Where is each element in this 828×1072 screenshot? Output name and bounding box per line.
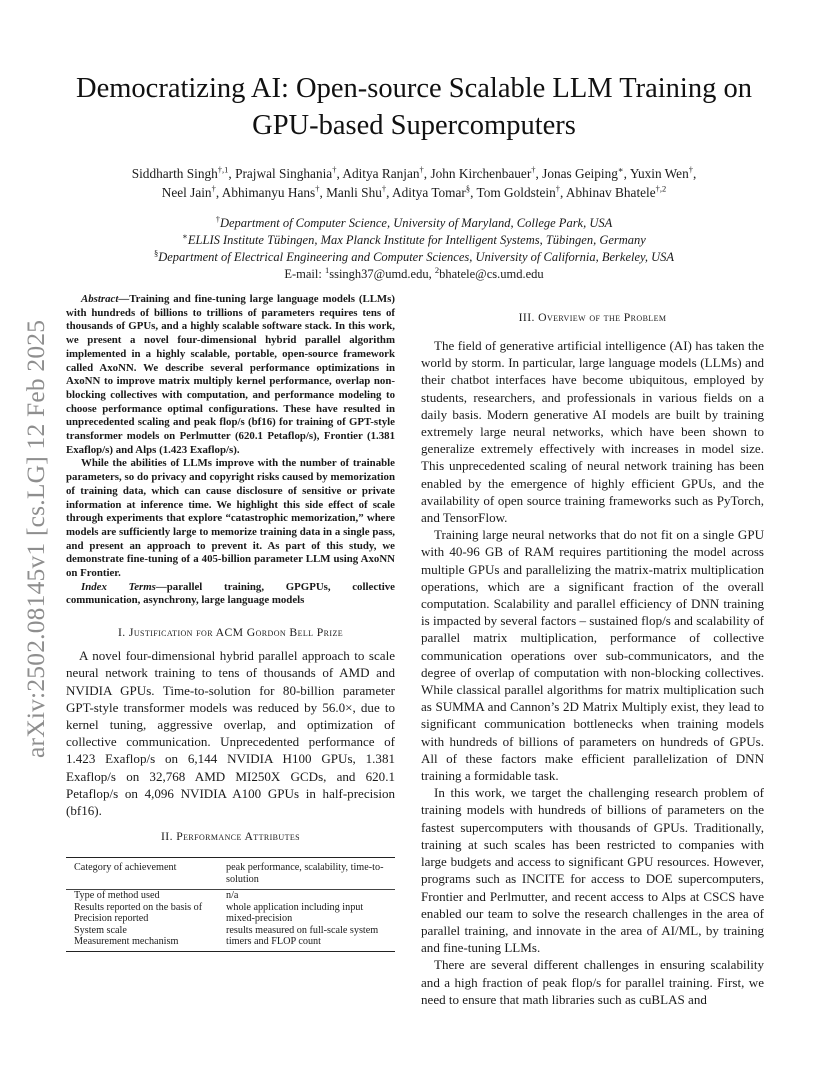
affiliation-umd bbox=[60, 215, 768, 232]
table-cell-attribute: Type of method used bbox=[74, 890, 160, 902]
author-mark: †,1 bbox=[217, 164, 229, 175]
table-row bbox=[66, 858, 395, 890]
author-name: Aditya Tomar bbox=[392, 185, 466, 200]
author-name: John Kirchenbauer bbox=[430, 166, 532, 181]
affiliations bbox=[60, 215, 768, 283]
table-cell-value: n/a bbox=[226, 890, 239, 902]
table-cell-value: timers and FLOP count bbox=[226, 936, 321, 948]
table-cell-attribute: Measurement mechanism bbox=[74, 936, 179, 948]
affiliation-text: Department of Computer Science, University of Maryland, College Park, USA bbox=[219, 216, 613, 230]
author-name: Abhimanyu Hans bbox=[221, 185, 316, 200]
table-cell-value: results measured on full-scale system bbox=[226, 924, 379, 936]
author-name: Jonas Geiping bbox=[542, 166, 618, 181]
table-cell-attribute: Category of achievement bbox=[74, 862, 177, 874]
table-cell-value: mixed-precision bbox=[226, 913, 293, 925]
email-address-1[interactable]: ssingh37@umd.edu, bbox=[329, 267, 435, 281]
affiliation-text: Department of Electrical Engineering and Computer Sciences, University of California, Berkeley, USA bbox=[158, 250, 675, 264]
paper-title: Democratizing AI: Open-source Scalable LLM Training on GPU-based Supercomputers bbox=[76, 73, 752, 141]
author-mark: † bbox=[555, 183, 560, 194]
affiliation-mark: § bbox=[153, 247, 159, 258]
author-mark: § bbox=[465, 183, 471, 194]
affiliation-mark: ∗ bbox=[182, 230, 188, 241]
section-heading-justification: I. Justification for ACM Gordon Bell Prize bbox=[117, 626, 344, 640]
abstract-paragraph-2: While the abilities of LLMs improve with the number of trainable parameters, so do privacy and copyright risks caused by memorization of training data, which can cause disclosure of sensitive or private information at inference time. We highlight this side effect of scale through experiments that explore “catastrophic memorization,” where models are sufficiently large to memorize training data in a single pass, and present an approach to prevent it. As part of this study, we demonstrate fine-tuning of a 405-billion parameter LLM using AxoNN on Frontier. bbox=[66, 457, 395, 580]
section-justification-body bbox=[66, 647, 395, 819]
email-line bbox=[60, 266, 768, 283]
arxiv-stamp: arXiv:2502.08145v1 [cs.LG] 12 Feb 2025 bbox=[21, 319, 50, 758]
author-mark: ∗ bbox=[617, 164, 624, 175]
table-cell-attribute: System scale bbox=[74, 924, 127, 936]
table-row bbox=[66, 890, 395, 902]
author-mark: † bbox=[211, 183, 216, 194]
overview-paragraph-1: The field of generative artificial intelligence (AI) has taken the world by storm. In particular, large language models (LLMs) and their chatbot interfaces have become ubiquitous, employed by students, researchers, and professionals in various fields on a daily basis. Modern generative AI models are built by training extremely large neural networks, which have been shown to generalize extremely effectively with increases in model size. This unprecedented scaling of neural network training has been enabled by the emergence of highly efficient GPUs, and the availability of open source training frameworks such as PyTorch, and TensorFlow. bbox=[421, 338, 764, 526]
author-name: Prajwal Singhania bbox=[235, 166, 333, 181]
table-row bbox=[66, 925, 395, 937]
section-heading-overview: III. Overview of the Problem bbox=[518, 311, 667, 324]
affiliation-mark: † bbox=[215, 213, 220, 224]
author-mark: † bbox=[381, 183, 387, 194]
justification-paragraph: A novel four-dimensional hybrid parallel approach to scale neural network training to tens of thousands of AMD and NVIDIA GPUs. Time-to-solution for 80-billion parameter GPT-style transformer models was reduced by 56.0×, due to kernel tuning, aggressive overlap, and optimization of collective communication. Unprecedented performance of 1.423 Exaflop/s on 6,144 NVIDIA H100 GPUs, 1.381 Exaflop/s on 32,768 AMD MI250X GCDs, and 620.1 Petaflop/s on 4,096 NVIDIA A100 GPUs in half-precision (bf16). bbox=[66, 648, 395, 818]
table-cell-value: whole application including input bbox=[226, 901, 364, 913]
abstract bbox=[66, 293, 395, 608]
author-name: Neel Jain bbox=[161, 185, 212, 200]
author-list bbox=[60, 164, 768, 202]
table-row bbox=[66, 936, 395, 951]
abstract-text-1: —Training and fine-tuning large language models (LLMs) with hundreds of billions to trillions of parameters requires tens of thousands of GPUs, and a highly scalable software stack. In this work, we present a novel four-dimensional hybrid parallel algorithm implemented in a highly scalable, portable, open-source framework called AxoNN. We describe several performance optimizations in AxoNN to improve matrix multiply kernel performance, overlap non-blocking collectives with computation, and performance modeling to choose performance optimal configurations. These have resulted in unprecedented scaling and peak flop/s (bf16) for training of GPT-style transformer models on Perlmutter (620.1 Petaflop/s), Frontier (1.381 Exaflop/s) and Alps (1.423 Exaflop/s). bbox=[66, 293, 395, 456]
affiliation-text: ELLIS Institute Tübingen, Max Planck Institute for Intelligent Systems, Tübingen, Germany bbox=[187, 233, 646, 247]
table-row bbox=[66, 902, 395, 914]
email-label: E-mail: bbox=[284, 267, 325, 281]
index-terms-text: —parallel training, GPGPUs, collective communication, asynchrony, large language models bbox=[66, 580, 395, 607]
author-mark: † bbox=[419, 164, 424, 175]
affiliation-berkeley bbox=[60, 249, 768, 266]
author-mark: † bbox=[332, 164, 337, 175]
author-line-1: Siddharth Singh$^{\dagger,1}$, Prajwal Singhania†, Aditya Ranjan†, John Kirchenbauer†, Jonas Geiping∗, Yuxin Wen†, bbox=[131, 164, 697, 181]
table-cell-value: peak performance, scalability, time-to-solution bbox=[226, 862, 384, 885]
author-mark: † bbox=[531, 164, 536, 175]
left-column bbox=[66, 293, 395, 952]
email-address-2[interactable]: bhatele@cs.umd.edu bbox=[439, 267, 544, 281]
index-terms-label: Index Terms bbox=[81, 580, 156, 593]
section-heading-performance: II. Performance Attributes bbox=[160, 830, 301, 844]
author-name: Aditya Ranjan bbox=[342, 166, 420, 181]
table-row bbox=[66, 913, 395, 925]
performance-attributes-table bbox=[66, 857, 395, 952]
author-name: Manli Shu bbox=[326, 185, 382, 200]
affiliation-ellis bbox=[60, 232, 768, 249]
author-name: Abhinav Bhatele bbox=[565, 185, 656, 200]
abstract-paragraph-1 bbox=[66, 293, 395, 457]
overview-paragraph-4: There are several different challenges in ensuring scalability and a high fraction of peak flop/s for parallel training. First, we need to ensure that math libraries such as cuBLAS and bbox=[421, 957, 764, 1007]
author-name: Yuxin Wen bbox=[629, 166, 689, 181]
author-line-2: Neel Jain†, Abhimanyu Hans†, Manli Shu†, Aditya Tomar§, Tom Goldstein†, Abhinav Bhatele$^{\dagger,2}$ bbox=[161, 183, 667, 200]
email-mark-2: 2 bbox=[434, 264, 440, 275]
abstract-label: Abstract bbox=[81, 293, 119, 305]
overview-paragraph-2: Training large neural networks that do not fit on a single GPU with 40-96 GB of RAM requires partitioning the model across multiple GPUs and parallelizing the matrix-matrix multiplication operations, which are a significant fraction of the overall computation. Scalability and parallel efficiency of DNN training is impacted by several factors – sustained flop/s and scalability of parallel matrix multiplication, performance of collective communication operations over sub-communicators, and the degree of overlap of computation with non-blocking collectives. While classical parallel algorithms for matrix multiplication such as SUMMA and Cannon’s 2D Matrix Multiply exist, they lead to significant communication bottlenecks when training models with hundreds of billions of parameters on hundreds of GPUs. All of these factors make efficient parallelization of DNN training a formidable task. bbox=[421, 527, 764, 784]
author-mark: †,2 bbox=[655, 183, 667, 194]
overview-paragraph-3: In this work, we target the challenging research problem of training models with hundreds of billions of parameters on the fastest supercomputers with thousands of GPUs. Traditionally, training at such scales has been restricted to companies with large budgets and access to significant GPU resources. However, programs such as INCITE for access to DOE supercomputers, Frontier and Perlmutter, and recent access to Alps at CSCS have enabled our team to solve the research challenges in the area of parallel training, and innovate in the area of AI/ML, by training and fine-tuning LLMs. bbox=[421, 785, 764, 956]
author-mark: † bbox=[688, 164, 693, 175]
author-mark: † bbox=[315, 183, 320, 194]
table-cell-attribute: Precision reported bbox=[74, 913, 149, 925]
section-overview-body bbox=[421, 337, 764, 1008]
author-name: Siddharth Singh bbox=[131, 166, 218, 181]
author-name: Tom Goldstein bbox=[476, 185, 556, 200]
table-cell-attribute: Results reported on the basis of bbox=[74, 901, 203, 913]
email-mark-1: 1 bbox=[324, 264, 330, 275]
right-column bbox=[421, 310, 764, 1008]
index-terms bbox=[66, 581, 395, 608]
